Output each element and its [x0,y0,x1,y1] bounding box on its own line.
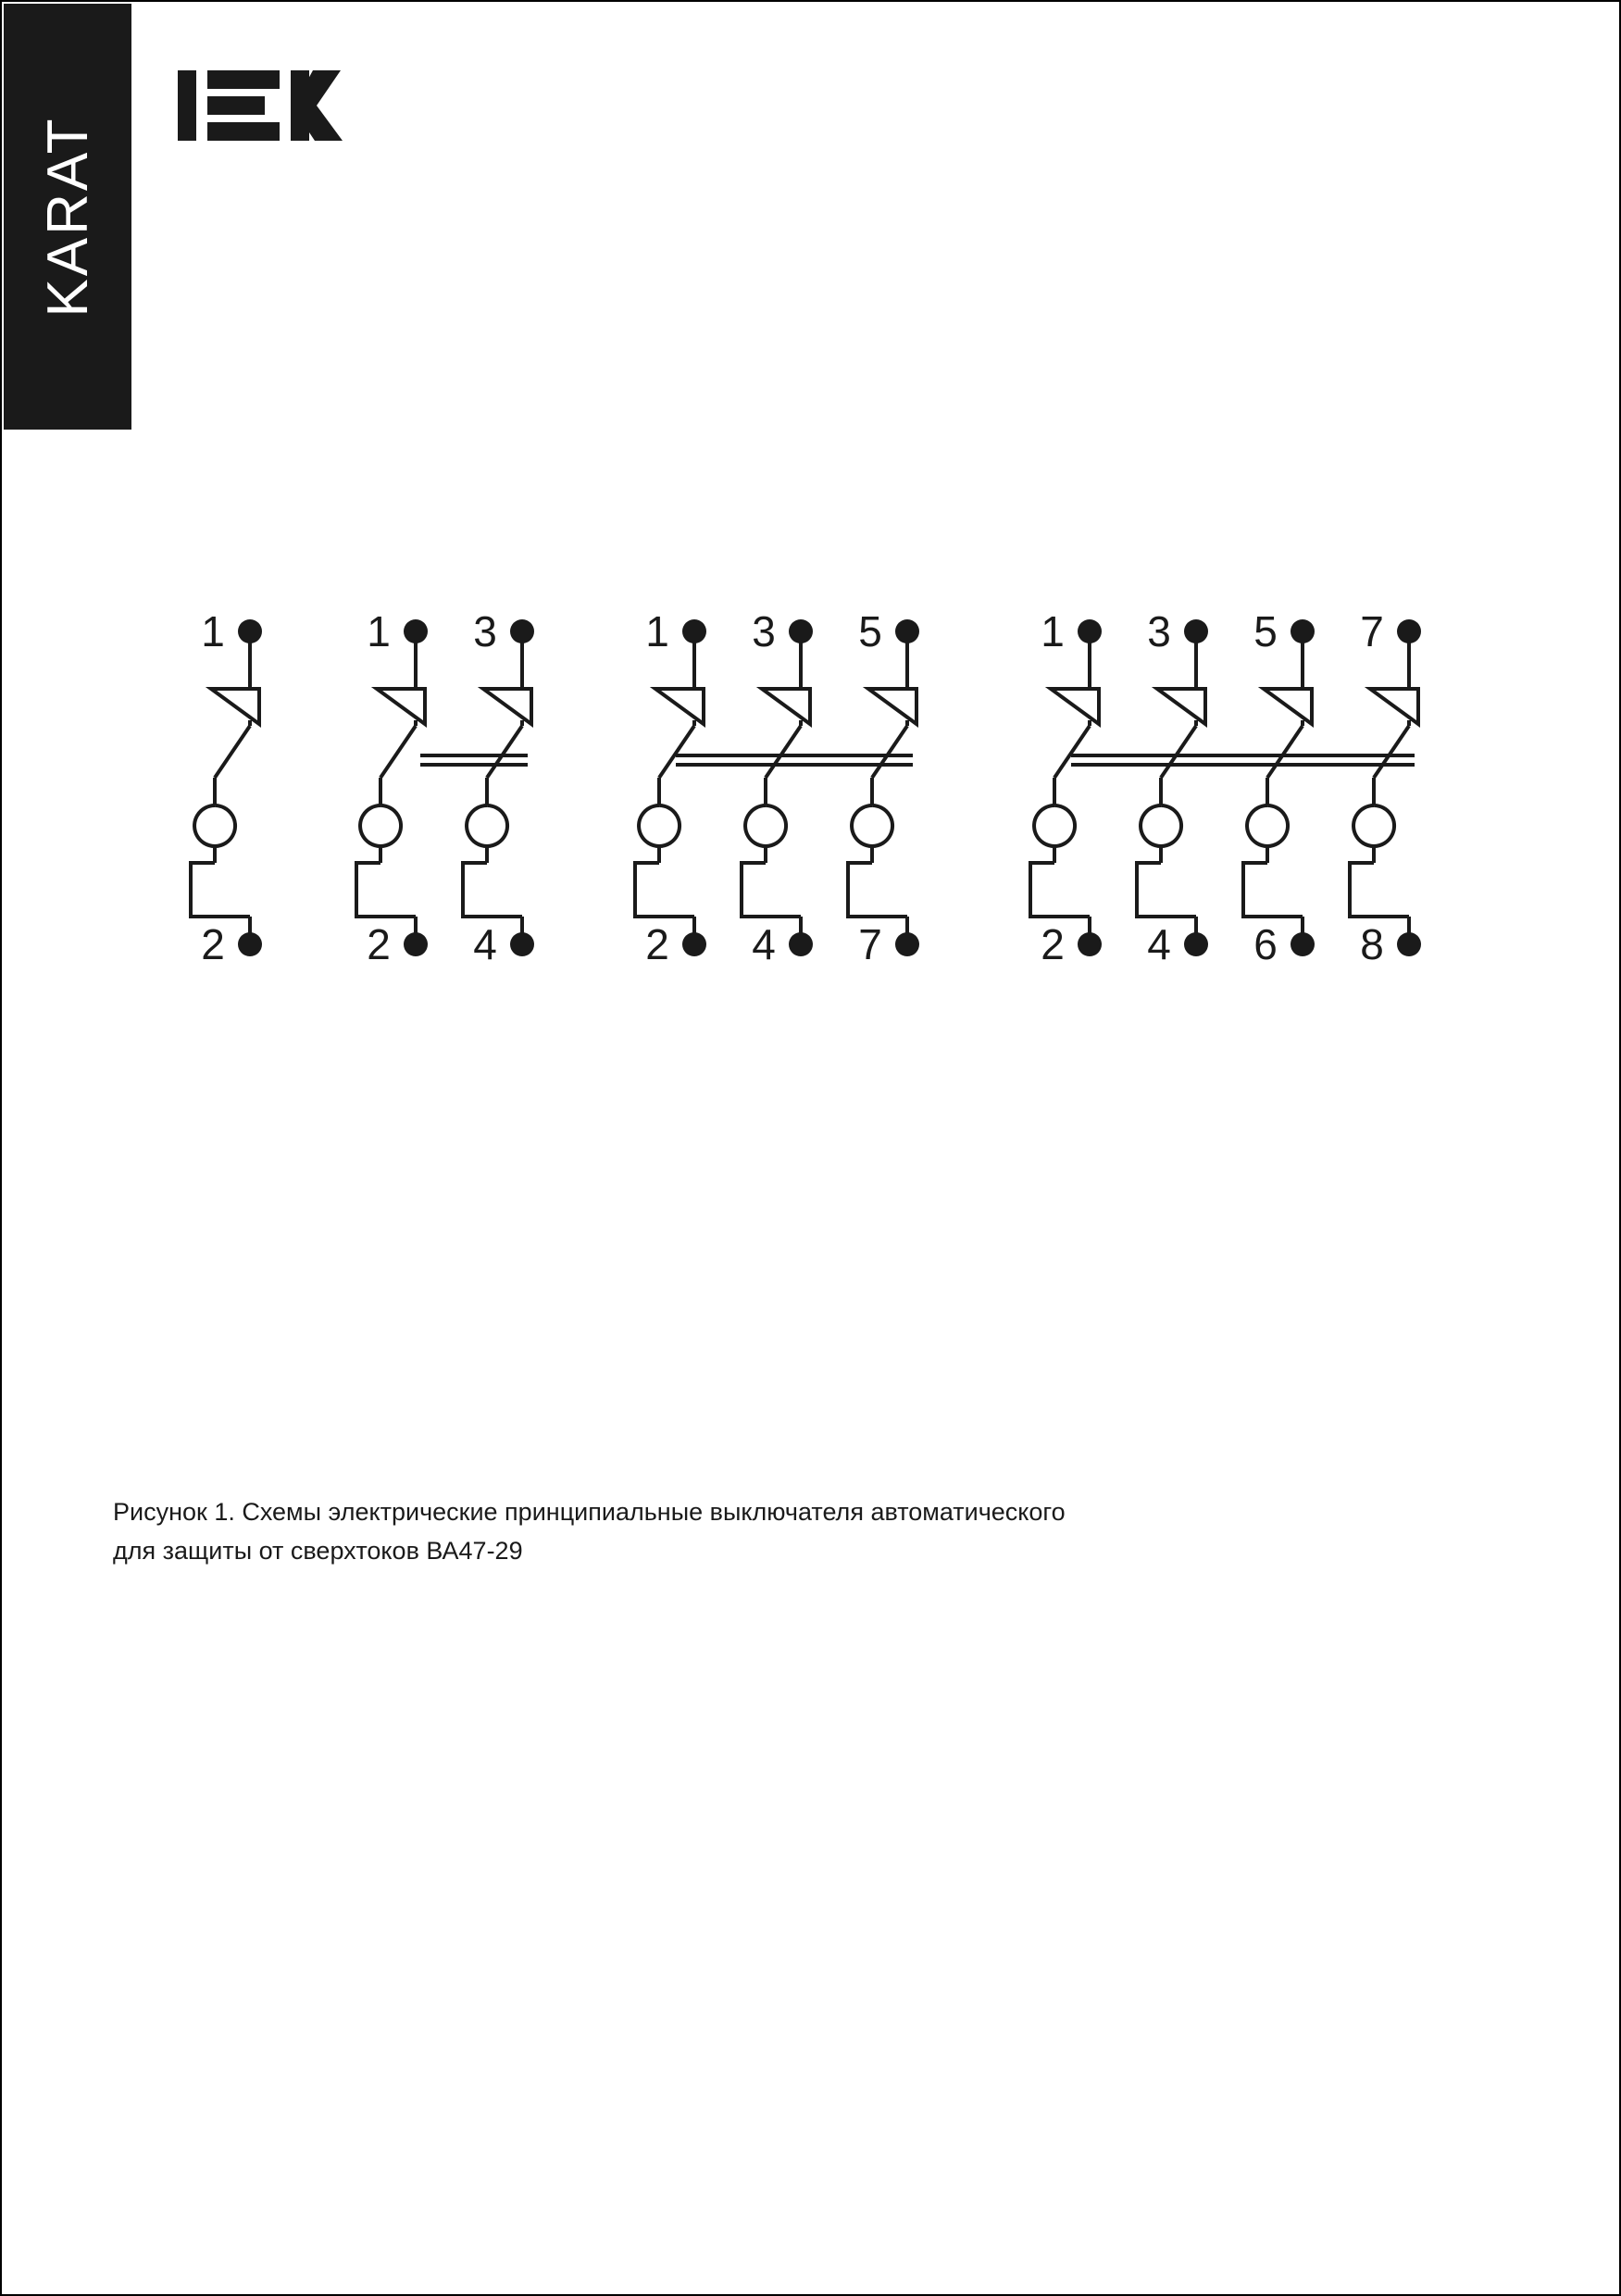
svg-text:7: 7 [1360,607,1384,655]
series-label: KARAT [35,116,100,318]
iek-logo [178,59,363,152]
svg-text:4: 4 [1147,920,1171,968]
svg-text:2: 2 [201,920,225,968]
svg-text:2: 2 [1041,920,1065,968]
svg-text:3: 3 [473,607,497,655]
brand-tab [4,4,131,430]
svg-text:1: 1 [201,607,225,655]
svg-text:3: 3 [752,607,776,655]
svg-text:7: 7 [858,920,882,968]
svg-text:4: 4 [752,920,776,968]
svg-text:5: 5 [1253,607,1278,655]
pole-group-3p [635,607,919,968]
svg-text:6: 6 [1253,920,1278,968]
svg-text:4: 4 [473,920,497,968]
pole-group-1p [191,607,262,968]
svg-text:1: 1 [645,607,669,655]
svg-text:1: 1 [367,607,391,655]
svg-text:2: 2 [367,920,391,968]
svg-text:8: 8 [1360,920,1384,968]
figure-caption-line-1: Рисунок 1. Схемы электрические принципиальные выключателя автоматического [113,1498,1066,1526]
schematic-diagram [2,557,1621,1205]
svg-text:1: 1 [1041,607,1065,655]
svg-text:2: 2 [645,920,669,968]
svg-text:3: 3 [1147,607,1171,655]
pole-group-4p [1030,607,1421,968]
pole-group-2p [356,607,534,968]
figure-caption [113,1492,1316,1570]
svg-text:5: 5 [858,607,882,655]
figure-caption-line-2: для защиты от сверхтоков ВА47-29 [113,1537,523,1565]
